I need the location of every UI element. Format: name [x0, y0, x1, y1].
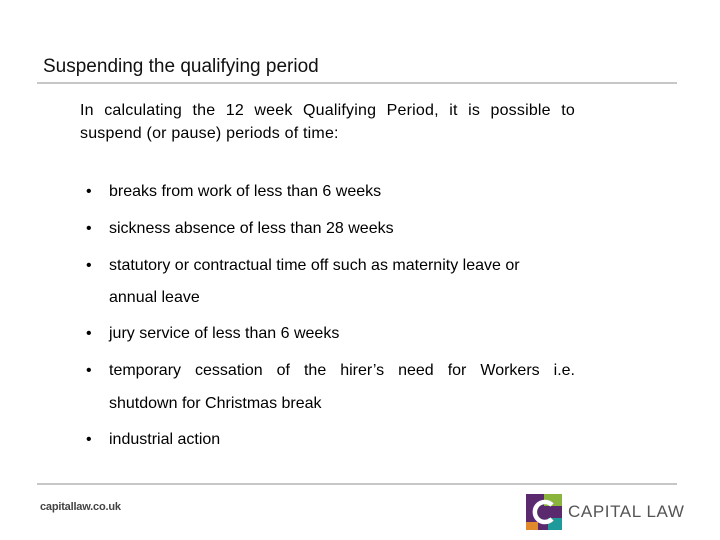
bullet-dot: • — [86, 220, 92, 237]
bullet-text: temporary cessation of the hirer’s need for Workers i.e. — [109, 362, 575, 379]
bullet-text: breaks from work of less than 6 weeks — [109, 183, 382, 200]
bullet-text: sickness absence of less than 28 weeks — [109, 220, 394, 237]
bullet-text: industrial action — [109, 431, 221, 448]
bullet-text: jury service of less than 6 weeks — [109, 325, 340, 342]
capital-law-logo-icon — [526, 494, 562, 530]
bullet-dot: • — [86, 325, 92, 342]
bullet-text-continuation: shutdown for Christmas break — [109, 395, 322, 412]
footer-url: capitallaw.co.uk — [40, 501, 121, 513]
brand-name: CAPITAL LAW — [568, 502, 685, 521]
slide-title: Suspending the qualifying period — [43, 56, 319, 77]
bullet-dot: • — [86, 257, 92, 274]
title-divider — [37, 82, 677, 84]
bullet-dot: • — [86, 431, 92, 448]
bullet-dot: • — [86, 183, 92, 200]
bullet-text: statutory or contractual time off such as maternity leave or — [109, 257, 520, 274]
footer-divider — [37, 483, 677, 485]
intro-paragraph: In calculating the 12 week Qualifying Period, it is possible to suspend (or pause) periods of time: — [80, 102, 575, 142]
bullet-dot: • — [86, 362, 92, 379]
bullet-text-continuation: annual leave — [109, 289, 200, 306]
